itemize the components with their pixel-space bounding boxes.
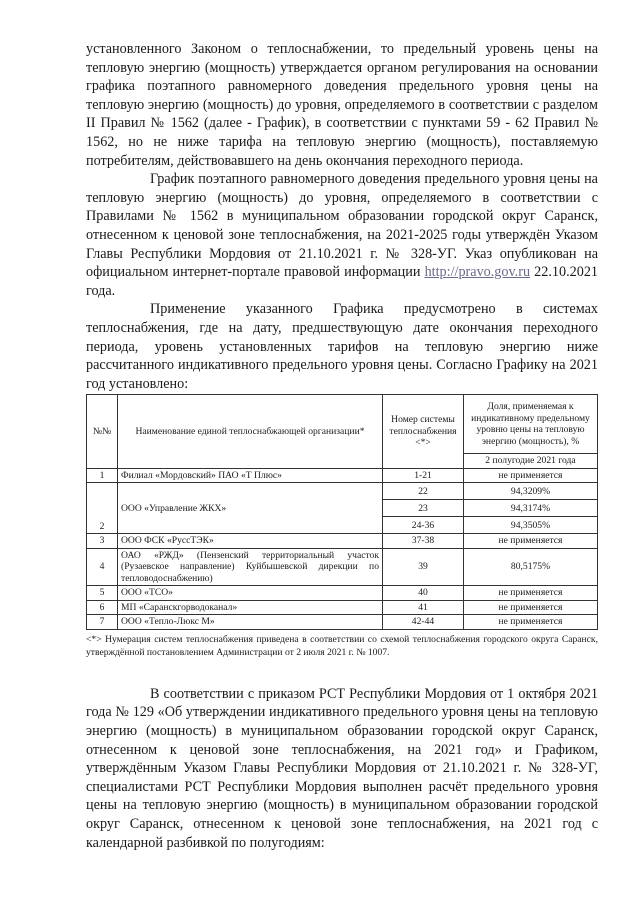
paragraph-2-tail: 22.10.2021 года. (86, 264, 599, 299)
cell-share: 94,3209% (464, 483, 598, 500)
cell-system: 42-44 (383, 615, 464, 630)
paragraph-2-text: График поэтапного равномерного доведения предельного уровня цены на тепловую энергию (мощность) до уровня, определяемого в соответствии с Правилами № 1562 в муниципальном образовании городской округ Саранск, отнесенном к ценовой зоне теплоснабжения, на 2021-2025 годы утверждён Указом Главы Республики Мордовия от 21.10.2021 г. № 328-УГ. Указ опубликован на официальном интернет-портале правовой информации (86, 171, 598, 281)
cell-org: ООО ФСК «РуссТЭК» (118, 534, 383, 549)
cell-system: 41 (383, 600, 464, 615)
cell-system: 23 (383, 500, 464, 517)
header-share: Доля, применяемая к индикативному предельному уровню цены на тепловую энергию (мощность), % (464, 395, 598, 454)
cell-num: 3 (87, 534, 118, 549)
table-row (87, 548, 598, 586)
cell-system: 24-36 (383, 517, 464, 534)
document-page (86, 40, 598, 852)
cell-num: 6 (87, 600, 118, 615)
paragraph-1: установленного Законом о теплоснабжении, то предельный уровень цены на тепловую энергию (мощность) утверждается органом регулирования на основании графика поэтапного равномерного доведения предельного уровня цены на тепловую энергию (мощность) до уровня, определяемого в соответствии с разделом II Правил № 1562 (далее - График), в соответствии с пунктами 59 - 62 Правил № 1562, но не ниже тарифа на тепловую энергию (мощность), поставляемую потребителям, действовавшего на день окончания переходного периода. (86, 41, 598, 169)
cell-share: не применяется (464, 468, 598, 483)
header-system: Номер системы теплоснабжения <*> (383, 395, 464, 469)
table-row (87, 534, 598, 549)
cell-share: 94,3174% (464, 500, 598, 517)
cell-org: ООО «Тепло-Люкс М» (118, 615, 383, 630)
pravo-link[interactable]: http://pravo.gov.ru (424, 264, 531, 281)
table-row (87, 615, 598, 630)
cell-num: 7 (87, 615, 118, 630)
cell-system: 37-38 (383, 534, 464, 549)
cell-share: не применяется (464, 534, 598, 549)
table-row (87, 468, 598, 483)
paragraph-3: Применение указанного Графика предусмотрено в системах теплоснабжения, где на дату, предшествующую дате окончания переходного периода, уровень установленных тарифов на тепловую энергию ниже рассчитанного индикативного предельного уровня цены. Согласно Графику на 2021 год установлено: (86, 301, 598, 392)
cell-num: 5 (87, 586, 118, 601)
cell-share: не применяется (464, 600, 598, 615)
cell-org: ООО «Управление ЖКХ» (118, 483, 383, 534)
table-row (87, 586, 598, 601)
cell-num: 2 (87, 483, 118, 534)
cell-share: не применяется (464, 615, 598, 630)
table-footnote: <*> Нумерация систем теплоснабжения приведена в соответствии со схемой теплоснабжения городского округа Саранск, утверждённой постановлением Администрации от 2 июля 2021 г. № 1007. (86, 633, 598, 658)
cell-num: 1 (87, 468, 118, 483)
cell-system: 22 (383, 483, 464, 500)
cell-org: МП «Саранскгорводоканал» (118, 600, 383, 615)
cell-org: ООО «ТСО» (118, 586, 383, 601)
cell-share: 80,5175% (464, 548, 598, 586)
cell-system: 40 (383, 586, 464, 601)
paragraph-2 (86, 170, 598, 300)
cell-share: не применяется (464, 586, 598, 601)
cell-system: 39 (383, 548, 464, 586)
cell-share: 94,3505% (464, 517, 598, 534)
table-row (87, 600, 598, 615)
table-header-row (87, 395, 598, 454)
cell-system: 1-21 (383, 468, 464, 483)
cell-num: 4 (87, 548, 118, 586)
paragraph-4: В соответствии с приказом РСТ Республики Мордовия от 1 октября 2021 года № 129 «Об утверждении индикативного предельного уровня цены на тепловую энергию (мощность) в муниципальном образовании городской округ Саранск, отнесенном к ценовой зоне теплоснабжения, на 2021 год» и Графиком, утверждённым Указом Главы Республики Мордовия от 21.10.2021 г. № 328-УГ, специалистами РСТ Республики Мордовия выполнен расчёт предельного уровня цены на тепловую энергию (мощность) в муниципальном образовании городской округ Саранск, отнесенном к ценовой зоне теплоснабжения, на 2021 год с календарной разбивкой по полугодиям: (86, 685, 598, 851)
tariff-table (86, 394, 598, 630)
header-num: №№ (87, 395, 118, 469)
table-row (87, 483, 598, 500)
cell-org: ОАО «РЖД» (Пензенский территориальный участок (Рузаевское направление) Куйбышевской дирекции по тепловодоснабжению) (118, 548, 383, 586)
cell-org: Филиал «Мордовский» ПАО «Т Плюс» (118, 468, 383, 483)
header-org: Наименование единой теплоснабжающей организации* (118, 395, 383, 469)
header-period: 2 полугодие 2021 года (464, 454, 598, 469)
